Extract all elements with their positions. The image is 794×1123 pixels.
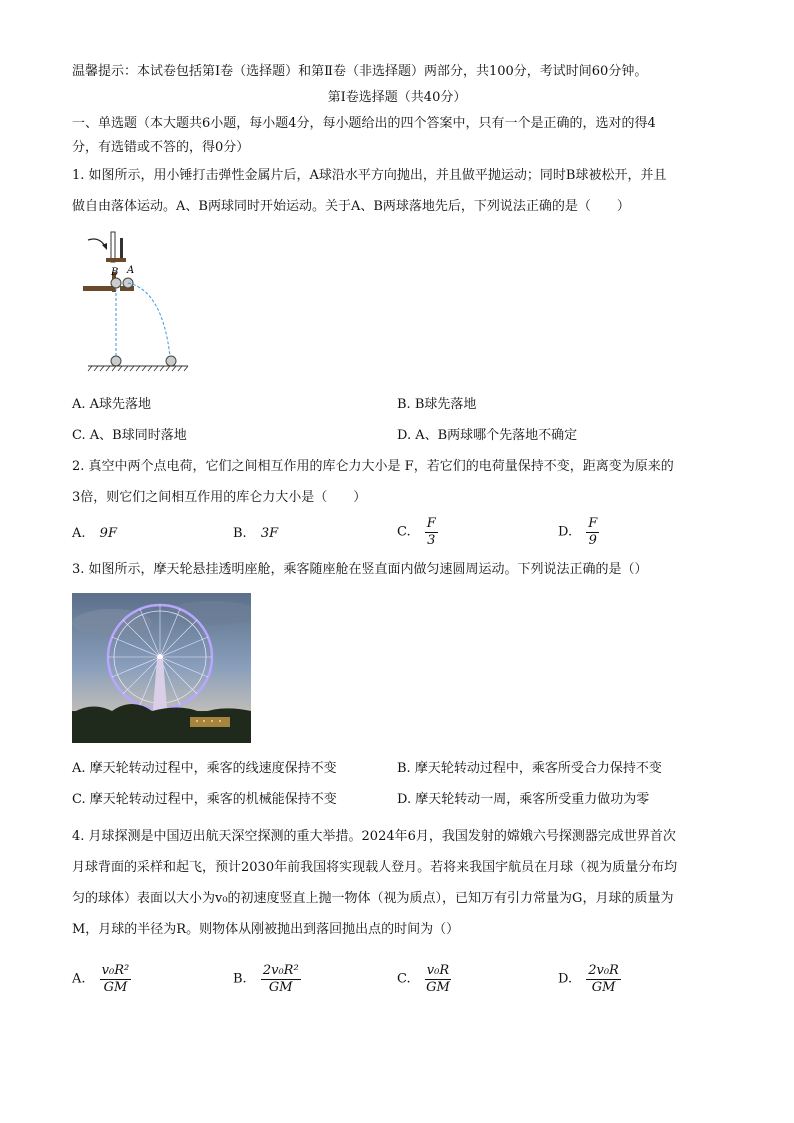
- q2-option-a[interactable]: [72, 525, 117, 543]
- q2-option-c-label: C.: [397, 524, 411, 540]
- q2-stem-line1: 2. 真空中两个点电荷，它们之间相互作用的库仑力大小是 F，若它们的电荷量保持不变，距离变为原来的: [72, 459, 674, 474]
- section1-heading-line1: 一、单选题（本大题共6小题，每小题4分，每小题给出的四个答案中，只有一个是正确的，选对的得4: [72, 116, 656, 131]
- q4-option-a[interactable]: [72, 963, 131, 996]
- q4-stem-line1: 4. 月球探测是中国迈出航天深空探测的重大举措。2024年6月，我国发射的嫦娥六号探测器完成世界首次: [72, 829, 676, 844]
- q2-option-b-value: 3F: [260, 526, 279, 541]
- q1-fig-label-b: B: [111, 267, 119, 278]
- exam-notice: 温馨提示：本试卷包括第Ⅰ卷（选择题）和第Ⅱ卷（非选择题）两部分，共100分，考试时间60分钟。: [72, 64, 648, 79]
- q2-option-d-fraction: [586, 516, 599, 549]
- q2-option-b-label: B.: [233, 526, 247, 541]
- section1-heading-line2: 分，有选错或不答的，得0分）: [72, 140, 250, 155]
- q4-option-a-label: A.: [72, 971, 86, 987]
- q2-stem-line2: 3倍，则它们之间相互作用的库仑力大小是（ ）: [72, 490, 367, 505]
- q3-stem-line1: 3. 如图所示，摩天轮悬挂透明座舱，乘客随座舱在竖直面内做匀速圆周运动。下列说法正确的是（）: [72, 562, 648, 577]
- q2-option-c-denominator: 3: [427, 533, 436, 548]
- q2-option-d-numerator: F: [588, 516, 598, 531]
- q4-option-c[interactable]: [397, 963, 451, 996]
- q4-option-d[interactable]: [558, 963, 621, 996]
- q2-option-d[interactable]: [558, 516, 599, 549]
- q1-fig-label-a: A: [127, 265, 135, 276]
- q1-option-a[interactable]: A. A球先落地: [72, 397, 152, 412]
- q4-option-b-numerator: 2v₀R²: [262, 963, 299, 978]
- q4-option-a-denominator: GM: [103, 980, 128, 995]
- q2-option-c[interactable]: [397, 516, 438, 549]
- q4-option-c-denominator: GM: [426, 980, 450, 995]
- q1-option-d[interactable]: D. A、B两球哪个先落地不确定: [397, 428, 578, 443]
- q4-option-c-numerator: v₀R: [426, 963, 450, 978]
- q1-stem-line1: 1. 如图所示，用小锤打击弹性金属片后，A球沿水平方向抛出，并且做平抛运动；同时B球被松开，并且: [72, 168, 667, 183]
- q3-option-a[interactable]: A. 摩天轮转动过程中，乘客的线速度保持不变: [72, 761, 337, 776]
- q2-option-a-value: 9F: [99, 526, 117, 541]
- q4-option-a-numerator: v₀R²: [101, 963, 130, 978]
- q4-option-d-label: D.: [558, 971, 573, 987]
- q4-stem-line4: M，月球的半径为R。则物体从刚被抛出到落回抛出点的时间为（）: [72, 922, 460, 937]
- q2-option-c-numerator: F: [426, 516, 436, 531]
- q4-option-b[interactable]: [233, 963, 301, 996]
- q1-option-b[interactable]: B. B球先落地: [397, 397, 477, 412]
- q3-ferris-wheel-photo: [72, 593, 251, 743]
- q2-option-d-label: D.: [558, 524, 573, 540]
- q4-stem-line3: 匀的球体）表面以大小为v₀的初速度竖直上抛一物体（视为质点），已知万有引力常量为G，月球的质量为: [72, 891, 674, 906]
- q2-option-c-fraction: [425, 516, 438, 549]
- q4-option-c-fraction: [425, 963, 451, 996]
- q4-option-b-fraction: [261, 963, 301, 996]
- q2-option-a-label: A.: [72, 526, 86, 541]
- q4-option-d-numerator: 2v₀R: [588, 963, 619, 978]
- q2-option-d-denominator: 9: [588, 533, 597, 548]
- q4-stem-line2: 月球背面的采样和起飞，预计2030年前我国将实现载人登月。若将来我国宇航员在月球（视为质量分布均: [72, 860, 678, 875]
- q4-option-d-fraction: [586, 963, 621, 996]
- q4-option-b-denominator: GM: [268, 980, 293, 995]
- part1-title: 第Ⅰ卷选择题（共40分）: [327, 90, 467, 105]
- q4-option-b-label: B.: [233, 971, 247, 987]
- q4-option-d-denominator: GM: [591, 980, 616, 995]
- q1-option-c[interactable]: C. A、B球同时落地: [72, 428, 187, 443]
- q4-option-a-fraction: [100, 963, 132, 996]
- q1-projectile-diagram: [80, 228, 195, 378]
- q2-option-b[interactable]: [233, 525, 278, 543]
- q3-option-d[interactable]: D. 摩天轮转动一周，乘客所受重力做功为零: [397, 792, 650, 807]
- q3-option-c[interactable]: C. 摩天轮转动过程中，乘客的机械能保持不变: [72, 792, 337, 807]
- q3-option-b[interactable]: B. 摩天轮转动过程中，乘客所受合力保持不变: [397, 761, 662, 776]
- q1-stem-line2: 做自由落体运动。A、B两球同时开始运动。关于A、B两球落地先后，下列说法正确的是（ ）: [72, 199, 630, 214]
- q4-option-c-label: C.: [397, 971, 411, 987]
